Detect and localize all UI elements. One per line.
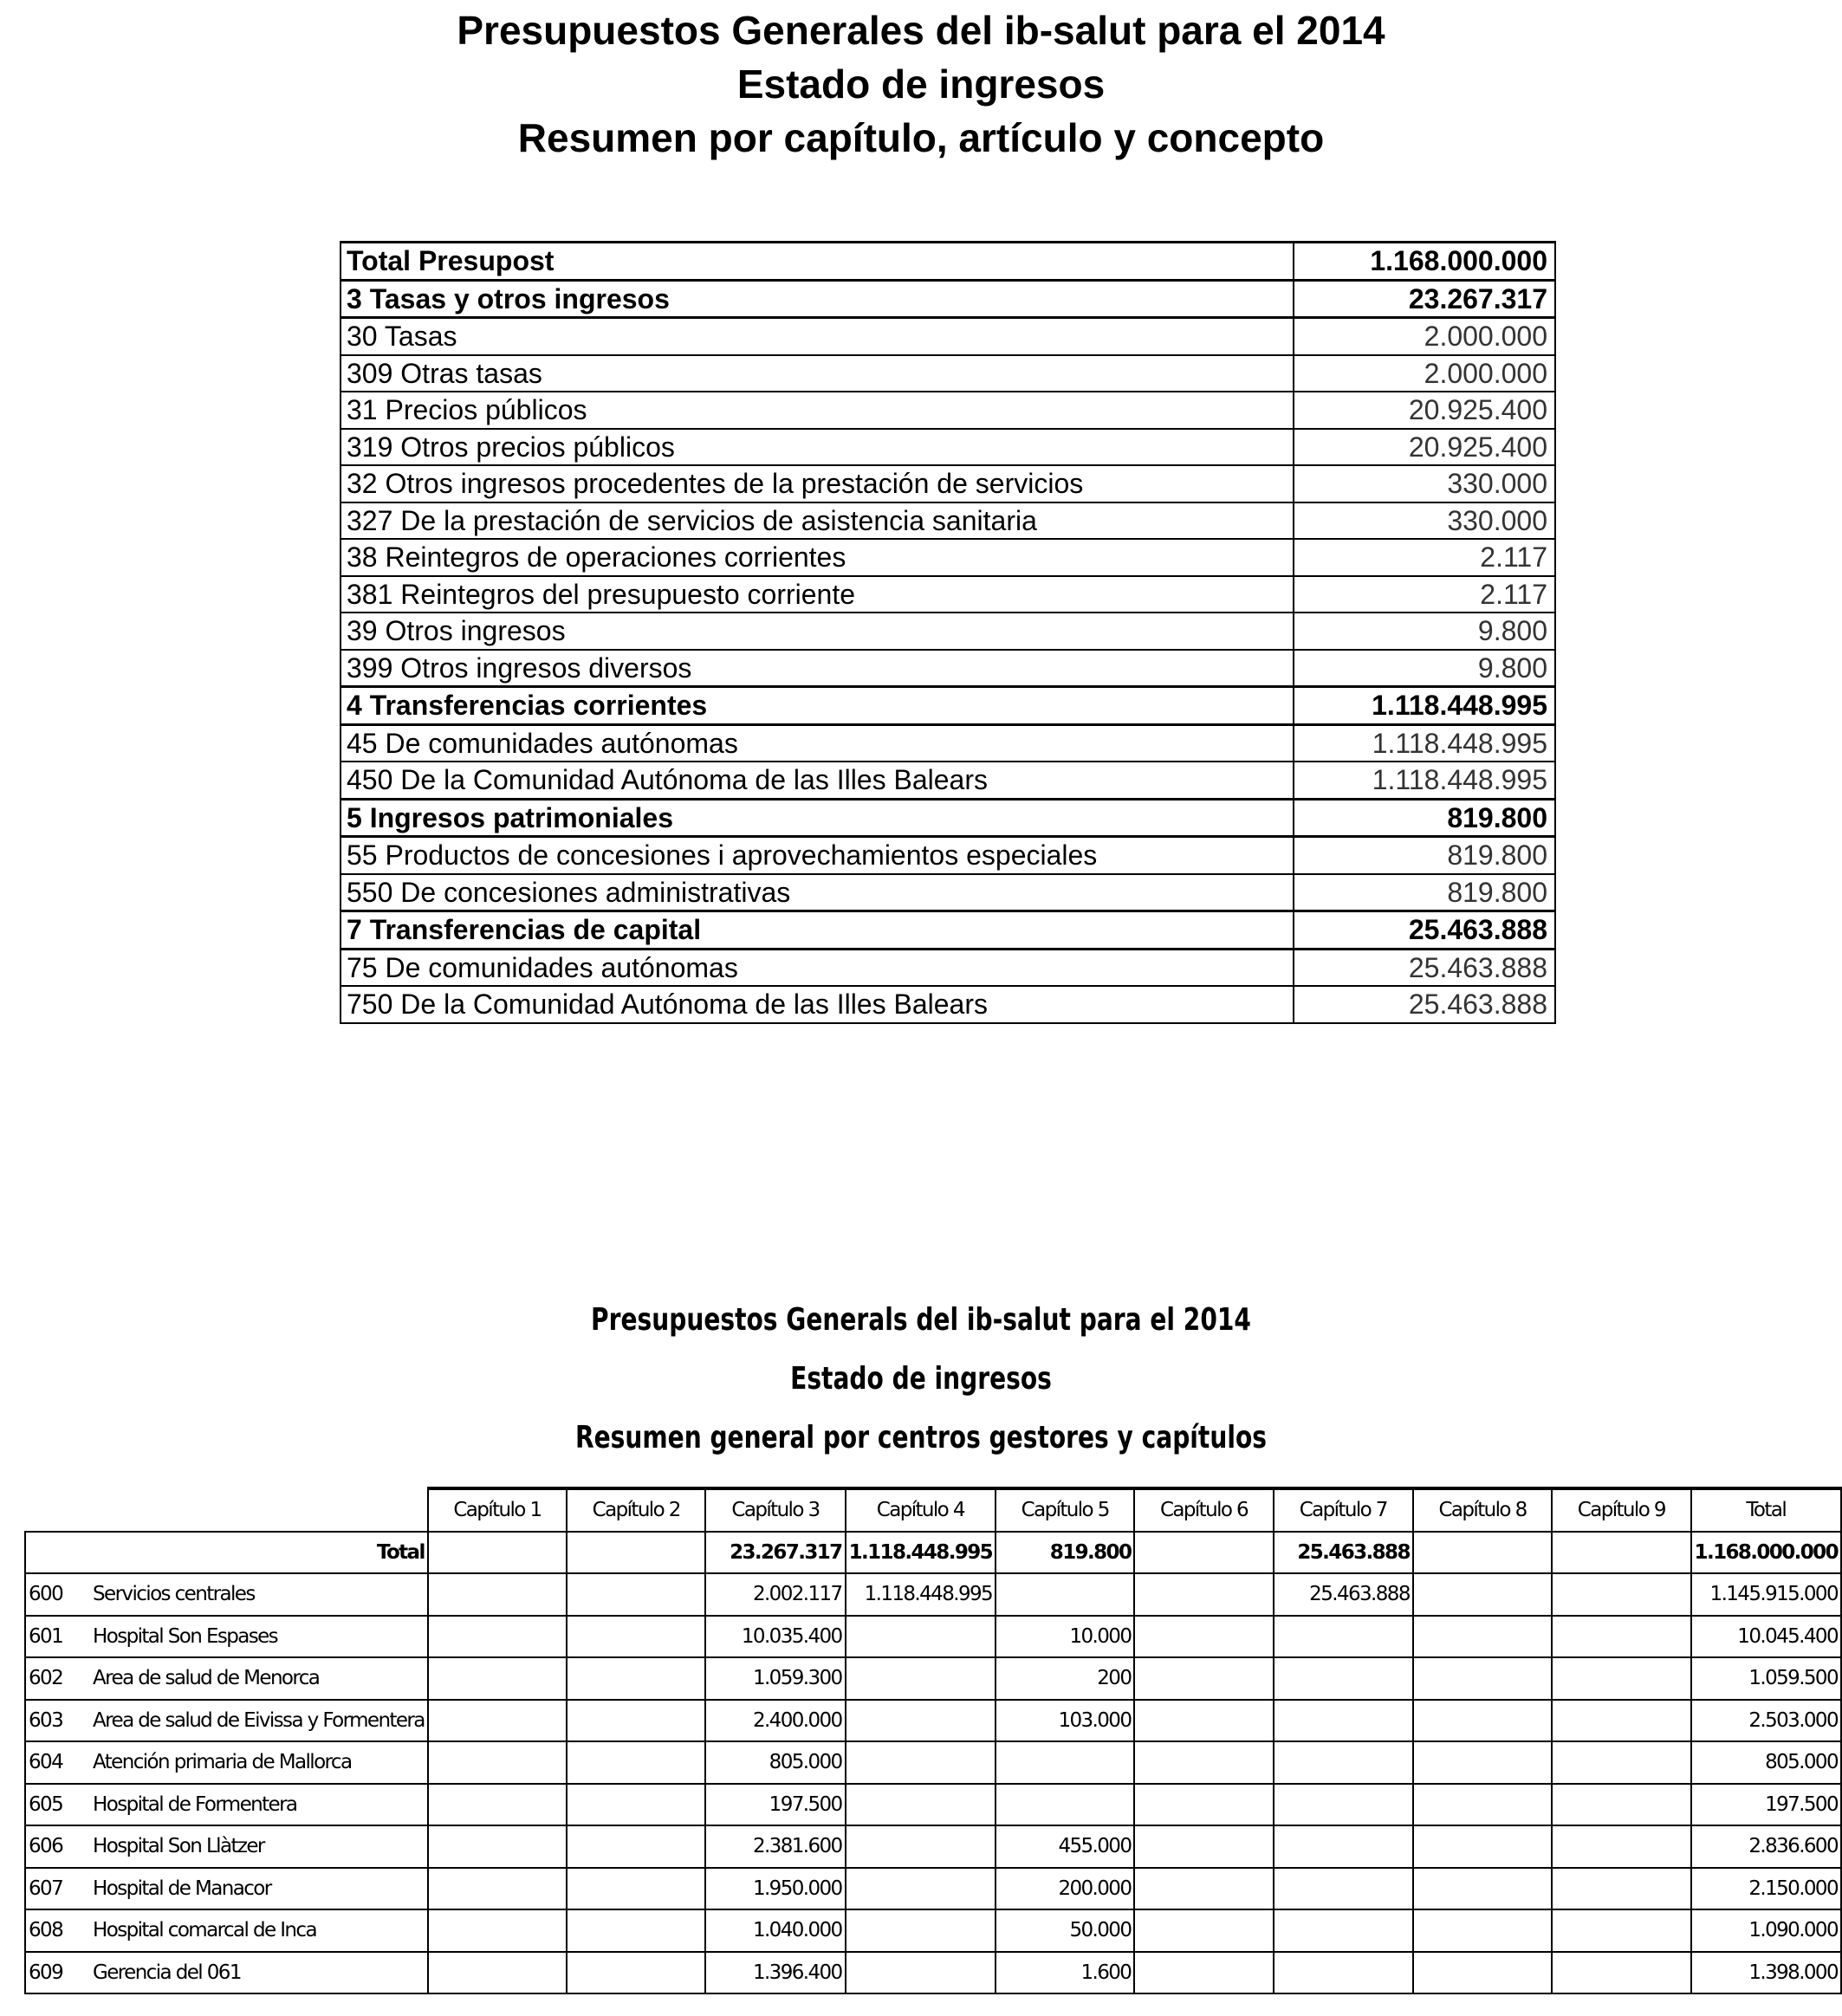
chapter-header: Capítulo 8 [1413,1488,1552,1532]
chapter-cell [1552,1700,1690,1742]
budget-row [341,465,1555,502]
chapter-cell [1413,1700,1552,1742]
chapter-cell [846,1616,996,1658]
budget-row-amount: 2.000.000 [1294,355,1555,392]
chapter-cell: 1.090.000 [1691,1909,1842,1952]
chapter-cell [846,1784,996,1826]
budget-row-label: Total Presupost [341,243,1294,281]
budget-row-amount: 1.118.448.995 [1294,687,1555,725]
chapter-cell [1134,1909,1273,1952]
chapter-cell: 1.398.000 [1691,1952,1842,1994]
chapter-cell [1413,1868,1552,1910]
budget-row-label: 4 Transferencias corrientes [341,687,1294,725]
center-name: Area de salud de Eivissa y Formentera [90,1700,428,1742]
chapter-cell: 103.000 [996,1700,1134,1742]
center-code: 600 [25,1573,90,1616]
chapter-cell: 1.396.400 [705,1952,845,1994]
center-code: 608 [25,1909,90,1952]
chapter-cell [1552,1741,1690,1784]
section2-title [203,1291,1639,1468]
center-code: 601 [25,1616,90,1658]
budget-row-amount: 819.800 [1294,874,1555,911]
chapter-cell [567,1573,705,1616]
chapter-header: Total [1691,1488,1842,1532]
chapter-cell [1134,1573,1273,1616]
chapter-cell [567,1741,705,1784]
chapter-cell: 50.000 [996,1909,1134,1952]
header-spacer [90,1488,428,1532]
budget-row-label: 39 Otros ingresos [341,613,1294,650]
budget-row [341,724,1555,762]
budget-row-label: 450 De la Comunidad Autónoma de las Illes Balears [341,762,1294,799]
chapter-cell [846,1825,996,1868]
chapter-cell: 2.002.117 [705,1573,845,1616]
chapter-cell [567,1868,705,1910]
center-name: Atención primaria de Mallorca [90,1741,428,1784]
chapter-header: Capítulo 2 [567,1488,705,1532]
budget-row-amount: 330.000 [1294,465,1555,502]
budget-row [341,429,1555,466]
chapter-cell [567,1909,705,1952]
budget-row [341,762,1555,799]
chapter-cell [1274,1616,1413,1658]
budget-row-label: 7 Transferencias de capital [341,911,1294,950]
chapter-cell [567,1657,705,1700]
chapter-header: Capítulo 9 [1552,1488,1690,1532]
section1-title-line-1: Presupuestos Generales del ib-salut para el 2014 [457,8,1385,53]
budget-row-label: 399 Otros ingresos diversos [341,650,1294,687]
chapter-cell [1274,1909,1413,1952]
chapter-cell [1274,1700,1413,1742]
chapter-header-row [25,1488,1841,1532]
chapter-cell [1274,1868,1413,1910]
chapter-cell [1413,1573,1552,1616]
chapter-cell [428,1909,567,1952]
chapter-cell [846,1657,996,1700]
chapter-cell: 10.035.400 [705,1616,845,1658]
section2-title-line-1: Presupuestos Generals del ib-salut para el 2014 [591,1302,1251,1338]
budget-row-label: 5 Ingresos patrimoniales [341,799,1294,837]
chapter-header: Capítulo 3 [705,1488,845,1532]
budget-row-label: 327 De la prestación de servicios de asistencia sanitaria [341,502,1294,540]
budget-row-amount: 2.117 [1294,539,1555,576]
chapter-header: Capítulo 7 [1274,1488,1413,1532]
budget-row [341,539,1555,576]
total-cell [1552,1532,1690,1574]
section2-title-line-3: Resumen general por centros gestores y capítulos [575,1420,1267,1455]
chapter-cell: 2.150.000 [1691,1868,1842,1910]
chapter-cell [1134,1952,1273,1994]
total-cell [1413,1532,1552,1574]
budget-row-label: 55 Productos de concesiones i aprovechamientos especiales [341,837,1294,874]
chapter-cell: 805.000 [705,1741,845,1784]
chapter-cell: 1.600 [996,1952,1134,1994]
total-cell: 1.168.000.000 [1691,1532,1842,1574]
chapter-cell [428,1573,567,1616]
chapter-cell [567,1825,705,1868]
budget-row [341,837,1555,874]
budget-row-label: 381 Reintegros del presupuesto corriente [341,576,1294,613]
budget-row-amount: 1.118.448.995 [1294,762,1555,799]
chapter-cell [1552,1657,1690,1700]
center-code: 607 [25,1868,90,1910]
chapter-header: Capítulo 5 [996,1488,1134,1532]
header-spacer [25,1488,90,1532]
chapter-cell [567,1784,705,1826]
chapter-cell [1552,1909,1690,1952]
chapter-cell [1552,1616,1690,1658]
chapter-cell [1413,1657,1552,1700]
chapter-cell [1134,1700,1273,1742]
budget-row-amount: 25.463.888 [1294,949,1555,986]
chapter-cell [846,1909,996,1952]
chapter-cell: 200 [996,1657,1134,1700]
center-code: 609 [25,1952,90,1994]
center-name: Hospital Son Llàtzer [90,1825,428,1868]
chapter-cell [1552,1868,1690,1910]
chapter-cell: 2.503.000 [1691,1700,1842,1742]
chapter-cell [428,1868,567,1910]
chapter-cell [1134,1825,1273,1868]
table-row [25,1909,1841,1952]
chapter-cell [996,1741,1134,1784]
budget-summary-table [340,241,1556,1024]
table-row [25,1573,1841,1616]
chapter-cell [1413,1784,1552,1826]
total-cell: 1.118.448.995 [846,1532,996,1574]
budget-row-label: 32 Otros ingresos procedentes de la prestación de servicios [341,465,1294,502]
budget-row [341,687,1555,725]
chapter-header: Capítulo 6 [1134,1488,1273,1532]
chapter-cell [1552,1573,1690,1616]
budget-row [341,986,1555,1023]
budget-row-amount: 2.000.000 [1294,318,1555,355]
chapter-cell: 1.040.000 [705,1909,845,1952]
chapter-cell: 25.463.888 [1274,1573,1413,1616]
chapter-cell: 1.145.915.000 [1691,1573,1842,1616]
budget-row [341,576,1555,613]
chapter-header: Capítulo 4 [846,1488,996,1532]
budget-row-amount: 1.168.000.000 [1294,243,1555,281]
chapter-cell [1134,1616,1273,1658]
budget-row [341,911,1555,950]
chapter-cell [1413,1952,1552,1994]
chapter-cell [1134,1657,1273,1700]
budget-row-label: 31 Precios públicos [341,392,1294,429]
budget-row-label: 319 Otros precios públicos [341,429,1294,466]
center-name: Hospital comarcal de Inca [90,1909,428,1952]
table-row [25,1784,1841,1826]
budget-row [341,355,1555,392]
chapter-cell [846,1700,996,1742]
table-row [25,1741,1841,1784]
chapter-cell [846,1741,996,1784]
total-cell: 23.267.317 [705,1532,845,1574]
chapter-cell [1413,1616,1552,1658]
budget-row [341,318,1555,355]
chapter-cell [1134,1784,1273,1826]
table-row [25,1700,1841,1742]
section1-title-line-3: Resumen por capítulo, artículo y concepto [517,115,1325,160]
chapter-cell [1552,1784,1690,1826]
chapter-cell [996,1784,1134,1826]
chapter-cell: 1.950.000 [705,1868,845,1910]
chapter-cell [1274,1952,1413,1994]
budget-row-label: 30 Tasas [341,318,1294,355]
center-code: 602 [25,1657,90,1700]
budget-row-label: 309 Otras tasas [341,355,1294,392]
budget-row-label: 38 Reintegros de operaciones corrientes [341,539,1294,576]
chapter-cell [996,1573,1134,1616]
center-code: 604 [25,1741,90,1784]
chapter-cell: 1.118.448.995 [846,1573,996,1616]
total-cell: 819.800 [996,1532,1134,1574]
chapter-cell [846,1952,996,1994]
chapter-cell [428,1657,567,1700]
chapter-cell: 197.500 [1691,1784,1842,1826]
center-code: 606 [25,1825,90,1868]
chapter-cell [1274,1825,1413,1868]
table-row [25,1825,1841,1868]
total-cell [1134,1532,1273,1574]
budget-row [341,392,1555,429]
chapter-cell [567,1700,705,1742]
center-name: Gerencia del 061 [90,1952,428,1994]
chapter-cell [428,1616,567,1658]
budget-row [341,874,1555,911]
center-name: Servicios centrales [90,1573,428,1616]
budget-row [341,280,1555,318]
budget-row [341,613,1555,650]
section1-title-line-2: Estado de ingresos [736,62,1106,107]
budget-row-amount: 20.925.400 [1294,429,1555,466]
chapter-cell [567,1616,705,1658]
center-name: Hospital de Formentera [90,1784,428,1826]
chapter-cell [428,1784,567,1826]
center-code: 605 [25,1784,90,1826]
section2-title-line-2: Estado de ingresos [790,1361,1052,1397]
budget-row-label: 45 De comunidades autónomas [341,724,1294,762]
budget-row-amount: 330.000 [1294,502,1555,540]
budget-row-amount: 25.463.888 [1294,911,1555,950]
chapter-cell: 10.045.400 [1691,1616,1842,1658]
chapter-cell [1134,1741,1273,1784]
budget-row [341,502,1555,540]
budget-row-amount: 819.800 [1294,837,1555,874]
chapter-cell [428,1700,567,1742]
chapter-cell [428,1741,567,1784]
budget-row-amount: 20.925.400 [1294,392,1555,429]
chapter-cell [1274,1741,1413,1784]
center-code: 603 [25,1700,90,1742]
table-row [25,1868,1841,1910]
chapter-cell: 2.400.000 [705,1700,845,1742]
chapter-cell [567,1952,705,1994]
chapter-cell [1413,1909,1552,1952]
chapter-cell: 455.000 [996,1825,1134,1868]
budget-row [341,650,1555,687]
budget-row-amount: 1.118.448.995 [1294,724,1555,762]
chapter-cell [1413,1825,1552,1868]
chapter-cell: 2.836.600 [1691,1825,1842,1868]
center-name: Hospital de Manacor [90,1868,428,1910]
budget-row-label: 750 De la Comunidad Autónoma de las Illes Balears [341,986,1294,1023]
section1-title [0,3,1842,165]
table-row [25,1952,1841,1994]
chapter-cell [428,1952,567,1994]
budget-row-amount: 23.267.317 [1294,280,1555,318]
budget-row-amount: 9.800 [1294,613,1555,650]
chapter-cell: 805.000 [1691,1741,1842,1784]
budget-row-label: 3 Tasas y otros ingresos [341,280,1294,318]
total-label: Total [25,1532,428,1574]
budget-row-amount: 25.463.888 [1294,986,1555,1023]
chapter-cell: 197.500 [705,1784,845,1826]
budget-row [341,949,1555,986]
chapter-cell [846,1868,996,1910]
total-cell [428,1532,567,1574]
total-cell: 25.463.888 [1274,1532,1413,1574]
chapter-cell: 200.000 [996,1868,1134,1910]
budget-row-amount: 2.117 [1294,576,1555,613]
centers-by-chapter-table [24,1487,1842,1994]
chapter-cell [1274,1657,1413,1700]
chapter-cell [1274,1784,1413,1826]
chapter-cell: 1.059.300 [705,1657,845,1700]
chapter-cell: 2.381.600 [705,1825,845,1868]
total-cell [567,1532,705,1574]
chapter-cell [428,1825,567,1868]
total-row [25,1532,1841,1574]
chapter-header: Capítulo 1 [428,1488,567,1532]
chapter-cell [1413,1741,1552,1784]
center-name: Hospital Son Espases [90,1616,428,1658]
chapter-cell: 1.059.500 [1691,1657,1842,1700]
budget-row-amount: 819.800 [1294,799,1555,837]
budget-row-label: 550 De concesiones administrativas [341,874,1294,911]
chapter-cell [1134,1868,1273,1910]
budget-row [341,243,1555,281]
table-row [25,1657,1841,1700]
chapter-cell: 10.000 [996,1616,1134,1658]
chapter-cell [1552,1825,1690,1868]
chapter-cell [1552,1952,1690,1994]
center-name: Area de salud de Menorca [90,1657,428,1700]
budget-row-label: 75 De comunidades autónomas [341,949,1294,986]
table-row [25,1616,1841,1658]
budget-row [341,799,1555,837]
budget-row-amount: 9.800 [1294,650,1555,687]
